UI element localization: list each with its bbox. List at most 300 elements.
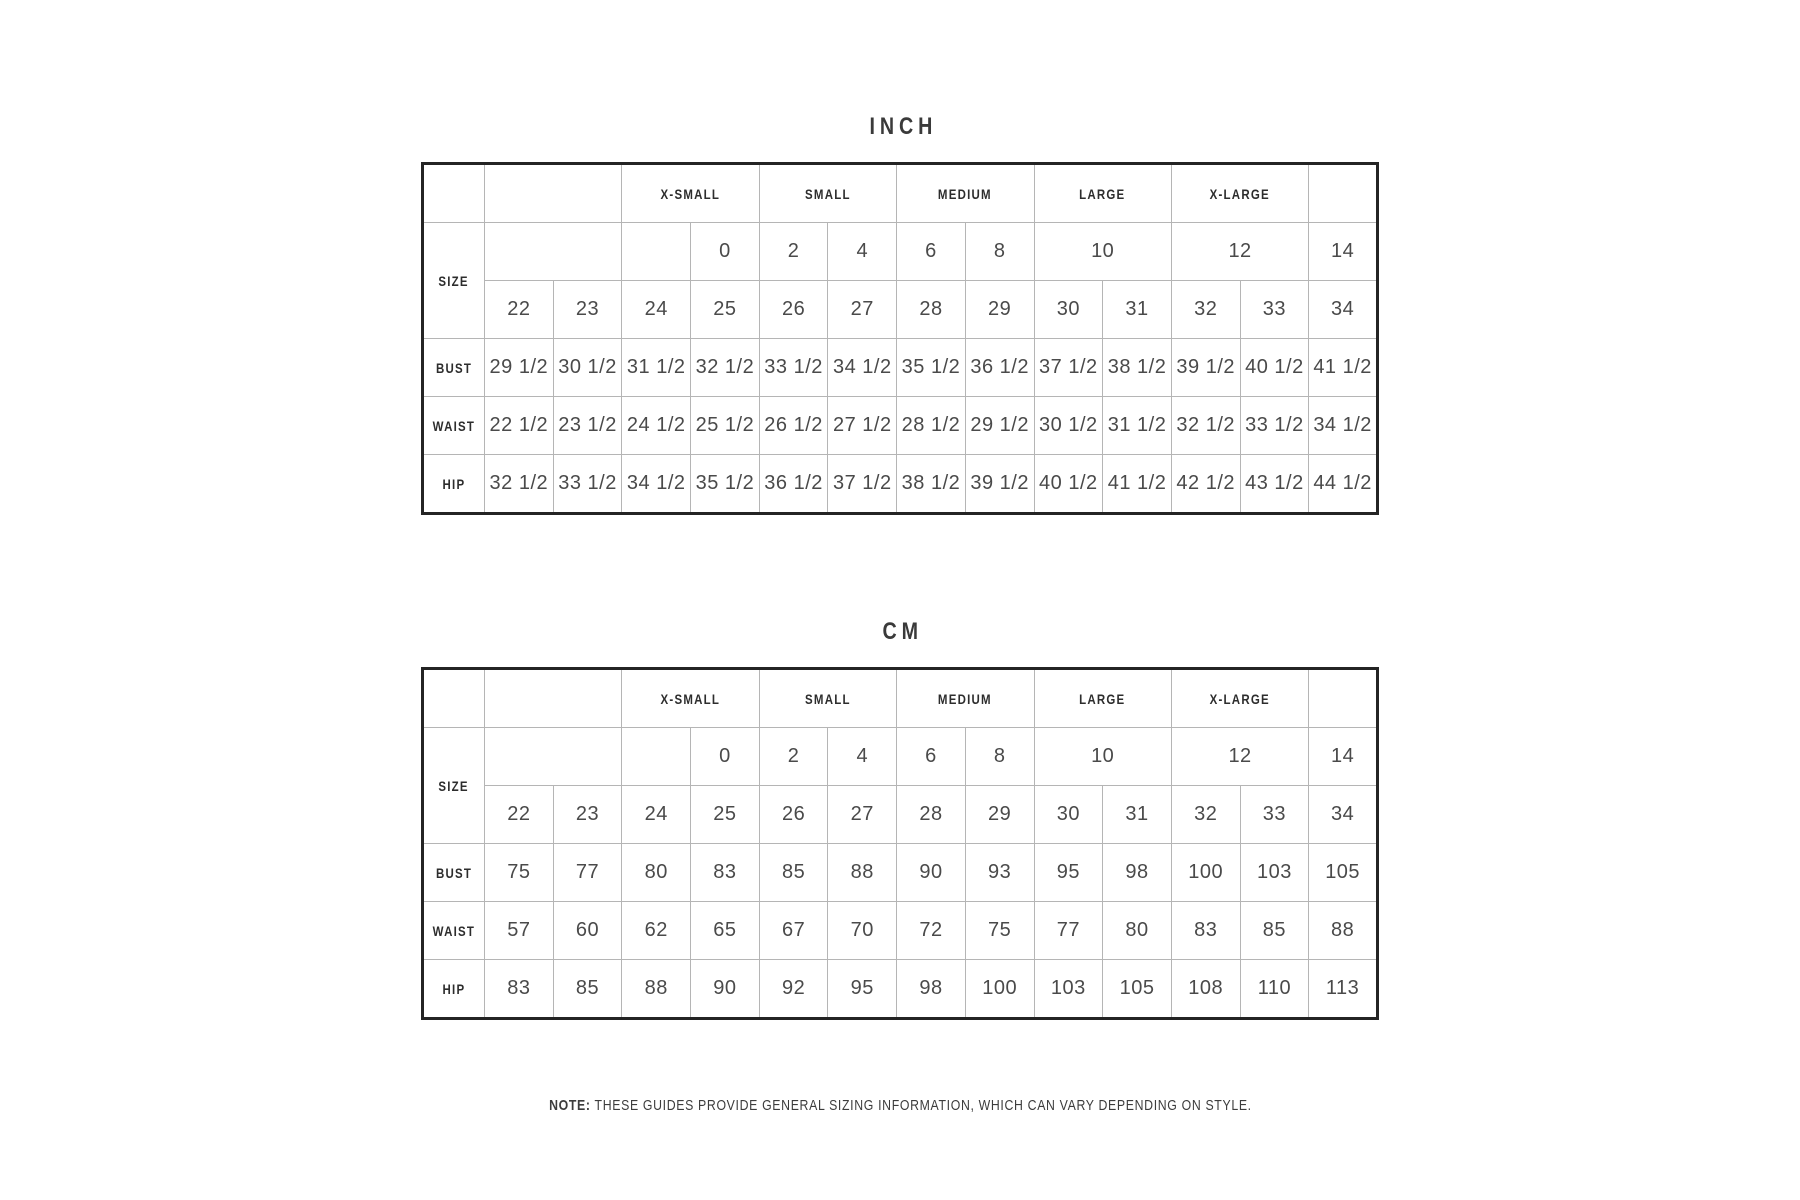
measurement-row [423,844,1378,902]
note-label: NOTE: [548,1097,591,1114]
measurement-cell [828,397,897,455]
table-corner-cell [423,669,485,728]
cm-title-text: CM [882,618,924,645]
waist-size-cell-text: 26 [781,298,806,320]
measurement-cell-text: 40 1/2 [1245,356,1304,378]
waist-size-cell-text: 32 [1194,298,1218,320]
measurement-cell-text: 25 1/2 [695,414,755,436]
numeric-size-cell [897,223,966,281]
measurement-cell-text: 75 [507,861,531,883]
measurement-cell-text: 34 1/2 [832,356,892,378]
measurement-cell-text: 30 1/2 [558,356,617,378]
measurement-cell [1309,339,1378,397]
measurement-cell [622,844,691,902]
measurement-cell-text: 37 1/2 [1039,356,1098,378]
measurement-row [423,455,1378,514]
measurement-cell-text: 88 [1331,919,1355,941]
waist-size-cell [759,281,828,339]
measurement-cell [1309,455,1378,514]
measurement-cell [485,960,554,1019]
numeric-size-cell-text: 0 [719,240,731,262]
measurement-cell [485,455,554,514]
measurement-cell-text: 41 1/2 [1107,472,1167,494]
table-corner-cell [423,164,485,223]
waist-size-cell [965,786,1034,844]
measurement-cell-text: 67 [781,919,806,941]
measurement-cell-text: 27 1/2 [832,414,892,436]
measurement-cell-text: 92 [781,977,806,999]
measurement-cell-text: 110 [1257,977,1292,999]
group-header-cell [897,669,1034,728]
note-body: THESE GUIDES PROVIDE GENERAL SIZING INFORMATION, WHICH CAN VARY DEPENDING ON STYLE. [590,1097,1252,1114]
measurement-cell [1240,902,1309,960]
measurement-cell-text: 85 [781,861,806,883]
measurement-cell [759,455,828,514]
numeric-size-cell [691,223,760,281]
measurement-cell [965,339,1034,397]
measurement-cell-text: 37 1/2 [832,472,892,494]
measurement-cell [1240,397,1309,455]
size-row-label [423,223,485,339]
measurement-cell [691,960,760,1019]
measure-row-label [423,397,485,455]
measure-row-label [423,844,485,902]
measurement-cell [828,960,897,1019]
group-header-cell-text: X-LARGE [1209,690,1271,707]
measure-row-label-text: WAIST [432,922,476,939]
waist-size-cell-text: 24 [644,803,668,825]
size-guide-page [421,0,1379,1116]
measurement-cell [965,960,1034,1019]
measurement-cell-text: 108 [1188,977,1224,999]
waist-size-cell-text: 31 [1125,298,1149,320]
group-header-cell [759,164,896,223]
measurement-row [423,960,1378,1019]
waist-size-cell [1309,281,1378,339]
measurement-cell-text: 23 1/2 [558,414,617,436]
measurement-cell [1171,339,1240,397]
numeric-size-cell-text: 12 [1228,745,1252,767]
waist-size-cell [1034,786,1103,844]
measure-row-label [423,339,485,397]
measurement-cell [759,902,828,960]
measurement-cell-text: 80 [644,861,668,883]
measurement-cell-text: 35 1/2 [695,472,755,494]
measurement-cell-text: 70 [850,919,874,941]
group-header-cell-text: X-LARGE [1209,185,1271,202]
numeric-size-cell [1309,223,1378,281]
measurement-cell [1309,902,1378,960]
group-header-cell [485,669,622,728]
measurement-cell [485,844,554,902]
measurement-cell-text: 22 1/2 [489,414,549,436]
waist-size-cell [691,786,760,844]
numeric-size-cell-text: 4 [856,745,869,767]
measurement-cell [622,960,691,1019]
measurement-cell-text: 103 [1050,977,1086,999]
measurement-cell-text: 32 1/2 [1176,414,1236,436]
measurement-cell-text: 42 1/2 [1176,472,1236,494]
waist-size-cell [622,786,691,844]
measurement-cell [622,397,691,455]
numeric-size-cell [759,728,828,786]
measurement-cell [965,455,1034,514]
measurement-cell-text: 34 1/2 [626,472,686,494]
measurement-cell [1240,455,1309,514]
measurement-cell-text: 57 [507,919,531,941]
measurement-cell [1034,339,1103,397]
waist-size-cell-text: 34 [1331,803,1355,825]
waist-size-cell [691,281,760,339]
measurement-cell [485,902,554,960]
numeric-size-cell [897,728,966,786]
measurement-cell-text: 88 [644,977,668,999]
measure-row-label-text: WAIST [432,417,476,434]
measurement-cell [1171,960,1240,1019]
measurement-row [423,397,1378,455]
measurement-cell-text: 38 1/2 [901,472,961,494]
group-header-cell [1034,164,1171,223]
numeric-size-cell [965,728,1034,786]
measurement-cell [1034,455,1103,514]
waist-size-cell [1240,281,1309,339]
numeric-size-cell [1309,728,1378,786]
measurement-cell-text: 39 1/2 [970,472,1029,494]
waist-size-cell-text: 30 [1056,803,1080,825]
waist-size-cell-text: 34 [1331,298,1355,320]
numeric-size-cell [828,223,897,281]
waist-size-cell-text: 27 [850,298,874,320]
numeric-size-cell [828,728,897,786]
numeric-size-cell [1034,223,1171,281]
cm-size-table [421,667,1379,1020]
measure-row-label-text: HIP [442,475,466,492]
waist-size-cell-text: 27 [850,803,874,825]
numeric-size-cell-text: 6 [925,240,937,262]
measurement-cell-text: 105 [1325,861,1361,883]
measurement-cell-text: 105 [1119,977,1155,999]
waist-size-cell-text: 30 [1056,298,1080,320]
numeric-size-cell-text: 10 [1091,745,1115,767]
measurement-cell [759,960,828,1019]
measurement-cell-text: 95 [1056,861,1080,883]
waist-size-cell-text: 23 [575,803,600,825]
measurement-cell-text: 30 1/2 [1039,414,1098,436]
waist-size-cell-text: 33 [1262,298,1287,320]
waist-size-cell [828,786,897,844]
measurement-cell [1034,960,1103,1019]
measurement-cell-text: 32 1/2 [489,472,549,494]
measurement-cell [1309,844,1378,902]
measurement-cell [828,844,897,902]
measurement-cell-text: 34 1/2 [1313,414,1372,436]
waist-size-cell [485,281,554,339]
measurement-cell [622,455,691,514]
measure-row-label-text: HIP [442,980,466,997]
measurement-cell-text: 100 [982,977,1018,999]
measurement-cell [828,339,897,397]
measurement-cell-text: 41 1/2 [1313,356,1372,378]
measurement-cell [897,844,966,902]
numeric-size-cell-text: 14 [1331,240,1355,262]
waist-size-cell-text: 24 [644,298,668,320]
numeric-size-cell-text: 10 [1091,240,1115,262]
measurement-cell-text: 77 [575,861,600,883]
waist-size-cell [553,786,622,844]
measurement-cell-text: 33 1/2 [558,472,617,494]
group-header-cell [1309,164,1378,223]
measurement-cell-text: 35 1/2 [901,356,961,378]
waist-size-cell [553,281,622,339]
measurement-cell-text: 36 1/2 [764,472,823,494]
numeric-size-cell-text: 0 [719,745,731,767]
measurement-cell [828,902,897,960]
measurement-cell-text: 29 1/2 [489,356,549,378]
measurement-cell [1171,397,1240,455]
waist-size-cell-text: 25 [713,298,737,320]
group-header-cell [897,164,1034,223]
measurement-cell-text: 29 1/2 [970,414,1029,436]
measurement-cell [485,339,554,397]
measurement-cell [1240,844,1309,902]
group-header-cell [1309,669,1378,728]
measurement-cell [828,455,897,514]
measurement-cell-text: 88 [850,861,874,883]
measurement-cell-text: 38 1/2 [1107,356,1167,378]
group-header-cell [759,669,896,728]
sizing-note [421,1096,1379,1116]
measurement-cell [1240,339,1309,397]
measurement-cell-text: 75 [988,919,1012,941]
inch-title-text: INCH [869,113,937,140]
measurement-cell [553,339,622,397]
group-header-cell-text: SMALL [805,690,851,707]
measurement-cell [691,397,760,455]
group-header-cell-text: X-SMALL [660,690,721,707]
measurement-cell [1309,397,1378,455]
numeric-size-cell [691,728,760,786]
waist-size-cell [1103,281,1172,339]
waist-size-cell [965,281,1034,339]
measurement-cell [1103,844,1172,902]
measurement-cell [553,844,622,902]
waist-size-cell [1171,281,1240,339]
measurement-cell [965,397,1034,455]
waist-size-cell-text: 31 [1125,803,1149,825]
measurement-cell-text: 62 [644,919,668,941]
measurement-cell-text: 40 1/2 [1039,472,1098,494]
measurement-cell-text: 95 [850,977,874,999]
measure-row-label [423,455,485,514]
sizing-note-text [549,1096,1252,1116]
numeric-size-cell [622,223,691,281]
measurement-cell [691,844,760,902]
group-header-cell [1034,669,1171,728]
measurement-cell [1103,397,1172,455]
numeric-size-cell [485,728,622,786]
size-row-label-text: SIZE [438,272,470,289]
measurement-cell [1034,844,1103,902]
waist-size-cell-text: 25 [713,803,737,825]
measurement-cell [1103,960,1172,1019]
waist-size-cell-text: 22 [507,803,531,825]
measurement-cell-text: 83 [1194,919,1218,941]
numeric-size-cell-text: 6 [925,745,937,767]
group-header-cell-text: X-SMALL [660,185,721,202]
numeric-size-cell-text: 14 [1331,745,1355,767]
waist-size-cell-text: 29 [988,298,1012,320]
group-header-cell [622,164,759,223]
measurement-cell [897,339,966,397]
measurement-cell-text: 33 1/2 [764,356,823,378]
inch-size-table [421,162,1379,515]
measurement-cell-text: 28 1/2 [901,414,961,436]
measurement-cell [965,902,1034,960]
measurement-cell-text: 43 1/2 [1245,472,1304,494]
waist-size-cell [1034,281,1103,339]
measurement-row [423,902,1378,960]
waist-size-cell [828,281,897,339]
measurement-cell [691,455,760,514]
numeric-size-cell [485,223,622,281]
numeric-size-cell [1034,728,1171,786]
waist-size-cell [897,281,966,339]
measurement-row [423,339,1378,397]
measurement-cell-text: 65 [713,919,737,941]
measurement-cell-text: 31 1/2 [626,356,686,378]
measurement-cell-text: 24 1/2 [626,414,686,436]
waist-size-cell-text: 26 [781,803,806,825]
measurement-cell-text: 98 [1125,861,1149,883]
size-row-label [423,728,485,844]
measurement-cell [759,397,828,455]
measurement-cell-text: 90 [713,977,737,999]
measurement-cell [553,397,622,455]
measurement-cell-text: 60 [575,919,600,941]
waist-size-cell [485,786,554,844]
measurement-cell [1034,397,1103,455]
numeric-size-cell [965,223,1034,281]
measurement-cell [1309,960,1378,1019]
numeric-size-cell-text: 4 [856,240,869,262]
group-header-cell-text: MEDIUM [938,690,993,707]
measurement-cell [691,339,760,397]
measurement-cell-text: 80 [1125,919,1149,941]
measurement-cell [1103,902,1172,960]
waist-size-cell-text: 28 [919,803,943,825]
group-header-cell [1171,164,1308,223]
measurement-cell-text: 90 [919,861,943,883]
measure-row-label [423,960,485,1019]
waist-size-cell [1171,786,1240,844]
waist-size-cell-text: 28 [919,298,943,320]
waist-size-cell-text: 29 [988,803,1012,825]
measurement-cell [485,397,554,455]
waist-size-cell [759,786,828,844]
measurement-cell [1103,455,1172,514]
numeric-size-cell-text: 8 [993,240,1006,262]
waist-size-cell [897,786,966,844]
measurement-cell [1171,844,1240,902]
numeric-size-cell-text: 2 [787,240,800,262]
measurement-cell [897,455,966,514]
measure-row-label-text: BUST [435,864,473,881]
measurement-cell-text: 39 1/2 [1176,356,1236,378]
inch-title [421,114,1379,140]
numeric-size-cell [1171,728,1308,786]
measurement-cell-text: 85 [575,977,600,999]
measurement-cell-text: 93 [988,861,1012,883]
waist-size-cell [1103,786,1172,844]
measurement-cell-text: 72 [919,919,943,941]
measurement-cell [759,339,828,397]
waist-size-cell-text: 33 [1262,803,1287,825]
measurement-cell-text: 77 [1056,919,1080,941]
measurement-cell [691,902,760,960]
measurement-cell-text: 26 1/2 [764,414,823,436]
numeric-size-cell-text: 12 [1228,240,1252,262]
measurement-cell-text: 85 [1262,919,1287,941]
measurement-cell [1034,902,1103,960]
size-row-label-text: SIZE [438,777,470,794]
measurement-cell [897,902,966,960]
measurement-cell-text: 31 1/2 [1107,414,1167,436]
numeric-size-cell [622,728,691,786]
measurement-cell-text: 83 [713,861,737,883]
cm-title [421,619,1379,645]
measurement-cell [1103,339,1172,397]
measurement-cell-text: 33 1/2 [1245,414,1304,436]
measurement-cell [622,902,691,960]
group-header-cell-text: LARGE [1079,690,1126,707]
numeric-size-cell-text: 8 [993,745,1006,767]
measurement-cell [1171,902,1240,960]
measurement-cell-text: 36 1/2 [970,356,1029,378]
numeric-size-cell-text: 2 [787,745,800,767]
waist-size-cell [1240,786,1309,844]
measurement-cell-text: 98 [919,977,943,999]
measurement-cell-text: 83 [507,977,531,999]
measurement-cell [965,844,1034,902]
numeric-size-cell [1171,223,1308,281]
measurement-cell [1171,455,1240,514]
measurement-cell-text: 113 [1325,977,1360,999]
group-header-cell [485,164,622,223]
group-header-cell [1171,669,1308,728]
measure-row-label-text: BUST [435,359,473,376]
group-header-cell-text: SMALL [805,185,851,202]
measurement-cell [553,960,622,1019]
waist-size-cell-text: 32 [1194,803,1218,825]
group-header-cell-text: MEDIUM [938,185,993,202]
measurement-cell [897,960,966,1019]
waist-size-cell-text: 22 [507,298,531,320]
group-header-cell [622,669,759,728]
numeric-size-cell [759,223,828,281]
measure-row-label [423,902,485,960]
waist-size-cell-text: 23 [575,298,600,320]
measurement-cell-text: 32 1/2 [695,356,755,378]
measurement-cell [553,455,622,514]
measurement-cell [897,397,966,455]
measurement-cell [553,902,622,960]
measurement-cell-text: 103 [1256,861,1292,883]
measurement-cell-text: 44 1/2 [1313,472,1372,494]
measurement-cell-text: 100 [1188,861,1224,883]
measurement-cell [1240,960,1309,1019]
measurement-cell [622,339,691,397]
group-header-cell-text: LARGE [1079,185,1126,202]
